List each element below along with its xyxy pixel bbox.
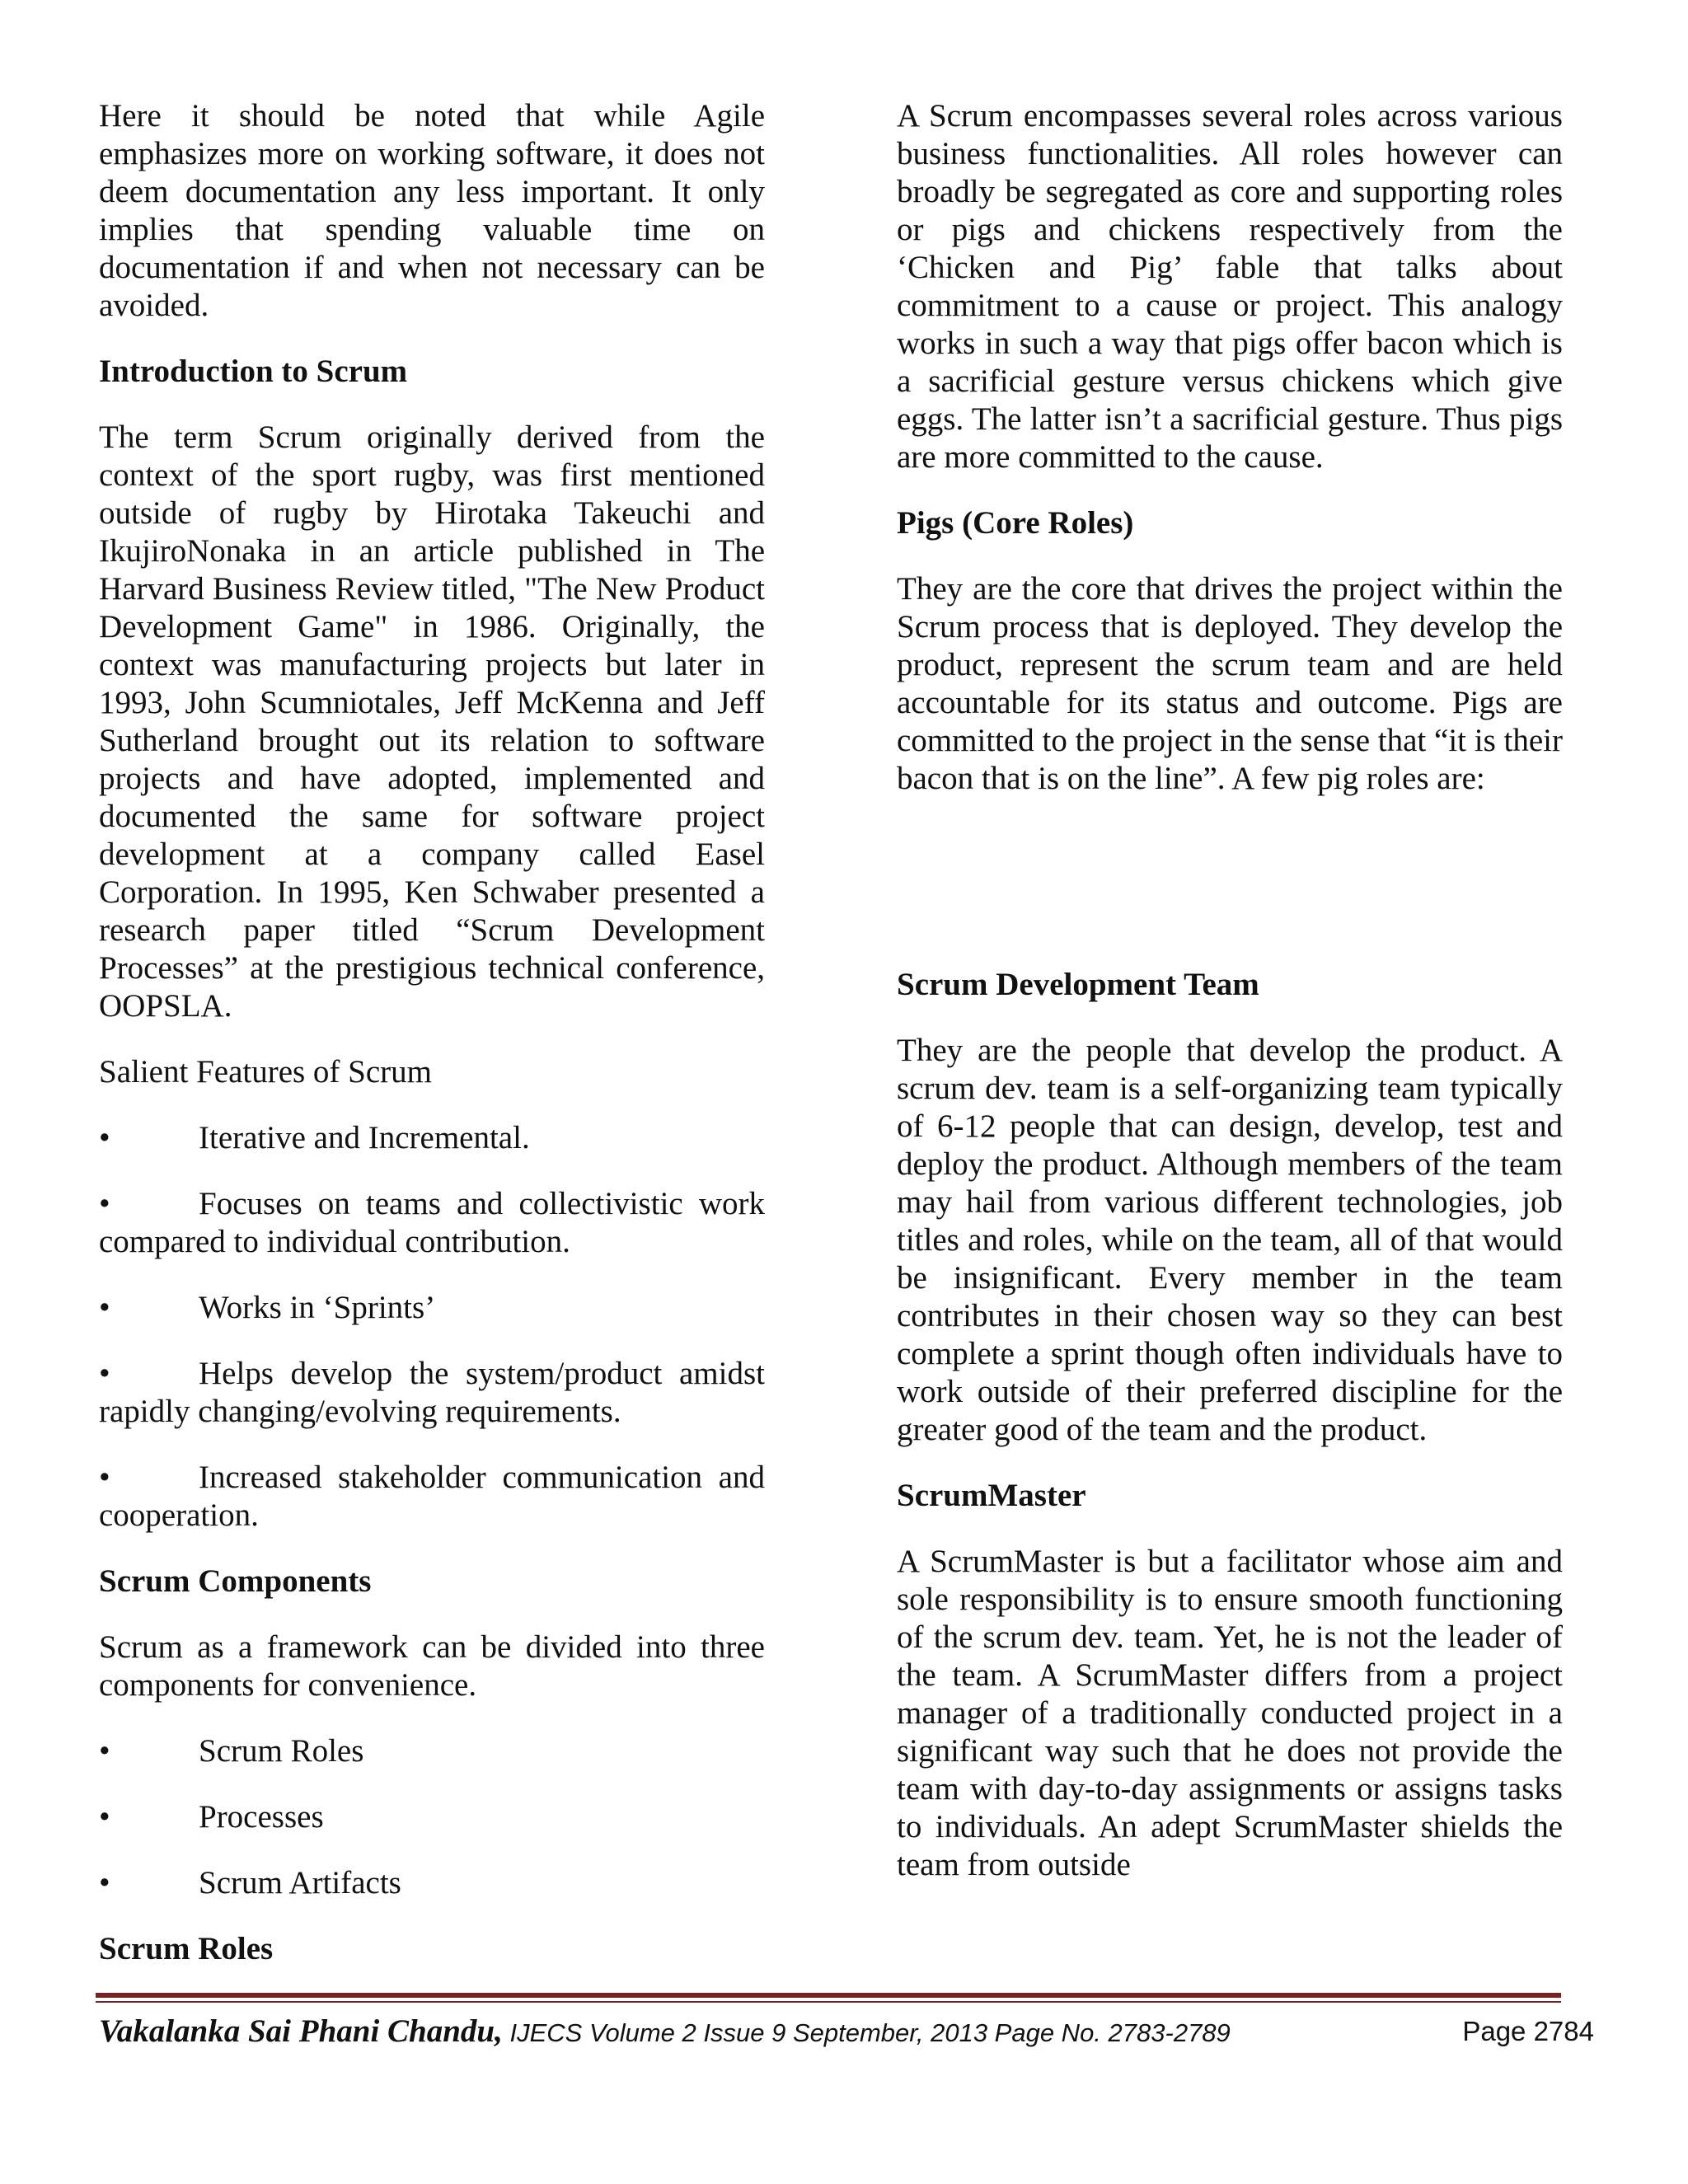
heading-salient-features: Salient Features of Scrum [99,1054,432,1090]
bullet-icon: • [99,1799,110,1835]
page-footer [99,2011,1594,2052]
heading-pigs-core-roles: Pigs (Core Roles) [897,505,1134,541]
blank-gap [897,826,1563,966]
footer-divider-thick [96,1993,1561,1998]
paragraph-agile-documentation: Here it should be noted that while Agile emphasizes more on working software, it does not deem documentation any less important. It only implies that spending valuable time on documentation if and when not necessary can be avoided. [99,98,765,323]
left-column [99,97,765,1996]
list-item [99,1355,765,1431]
paragraph-scrum-components: Scrum as a framework can be divided into three components for convenience. [99,1629,765,1703]
list-item [99,1185,765,1261]
list-item [99,1798,765,1836]
footer-journal-citation: IJECS Volume 2 Issue 9 September, 2013 Page No. 2783-2789 [502,2018,1231,2047]
heading-scrum-components: Scrum Components [99,1563,372,1599]
heading-scrum-development-team: Scrum Development Team [897,967,1259,1002]
list-item-text: Scrum Artifacts [199,1865,401,1900]
bullet-icon: • [99,1460,110,1495]
list-item-text: Iterative and Incremental. [199,1120,530,1155]
footer-page-number: Page 2784 [1462,2016,1594,2046]
list-item-text: Increased stakeholder communication and cooperation. [99,1460,765,1533]
bullet-icon: • [99,1865,110,1900]
paragraph-scrum-origin: The term Scrum originally derived from the context of the sport rugby, was first mentioned outside of rugby by Hirotaka Takeuchi and IkujiroNonaka in an article published in The Harvard Business Review titled, "The New Product Development Game" in 1986. Originally, the context was manufacturing projects but later in 1993, John Scumniotales, Jeff McKenna and Jeff Sutherland brought out its relation to software projects and have adopted, implemented and documented the same for software project development at a company called Easel Corporation. In 1995, Ken Schwaber presented a research paper titled “Scrum Development Processes” at the prestigious technical conference, OOPSLA. [99,419,765,1024]
list-item-text: Works in ‘Sprints’ [199,1290,436,1325]
components-list [99,1732,765,1902]
right-column [897,97,1563,1912]
heading-introduction-to-scrum: Introduction to Scrum [99,354,408,389]
list-item [99,1864,765,1902]
list-item-text: Scrum Roles [199,1733,364,1769]
list-item [99,1732,765,1770]
list-item-text: Processes [199,1799,324,1835]
paragraph-development-team: They are the people that develop the product. A scrum dev. team is a self-organizing team typically of 6-12 people that can design, develop, test and deploy the product. Although members of the team may hail from various different technologies, job titles and roles, while on the team, all of that would be insignificant. Every member in the team contributes in their chosen way so they can best complete a sprint though often individuals have to work outside of their preferred discipline for the greater good of the team and the product. [897,1033,1563,1447]
heading-scrum-roles: Scrum Roles [99,1931,274,1966]
list-item [99,1459,765,1535]
list-item [99,1119,765,1157]
list-item-text: Helps develop the system/product amidst rapidly changing/evolving requirements. [99,1356,765,1429]
bullet-icon: • [99,1733,110,1769]
paragraph-pigs: They are the core that drives the project within the Scrum process that is deployed. They develop the product, represent the scrum team and are held accountable for its status and outcome. Pigs are committed to the project in the sense that “it is their bacon that is on the line”. A few pig roles are: [897,571,1563,796]
bullet-icon: • [99,1186,110,1221]
bullet-icon: • [99,1120,110,1155]
bullet-icon: • [99,1290,110,1325]
footer-divider-thin [96,2001,1561,2003]
list-item-text: Focuses on teams and collectivistic work compared to individual contribution. [99,1186,765,1259]
paragraph-scrummaster: A ScrumMaster is but a facilitator whose aim and sole responsibility is to ensure smooth functioning of the scrum dev. team. Yet, he is not the leader of the team. A ScrumMaster differs from a project manager of a traditionally conducted project in a significant way such that he does not provide the team with day-to-day assignments or assigns tasks to individuals. An adept ScrumMaster shields the team from outside [897,1544,1563,1882]
salient-features-list [99,1119,765,1535]
bullet-icon: • [99,1356,110,1391]
paragraph-scrum-roles: A Scrum encompasses several roles across various business functionalities. All roles however can broadly be segregated as core and supporting roles or pigs and chickens respectively from the ‘Chicken and Pig’ fable that talks about commitment to a cause or project. This analogy works in such a way that pigs offer bacon which is a sacrificial gesture versus chickens which give eggs. The latter isn’t a sacrificial gesture. Thus pigs are more committed to the cause. [897,98,1563,475]
heading-scrummaster: ScrumMaster [897,1478,1086,1513]
footer-author: Vakalanka Sai Phani Chandu, [99,2013,503,2049]
list-item [99,1289,765,1327]
